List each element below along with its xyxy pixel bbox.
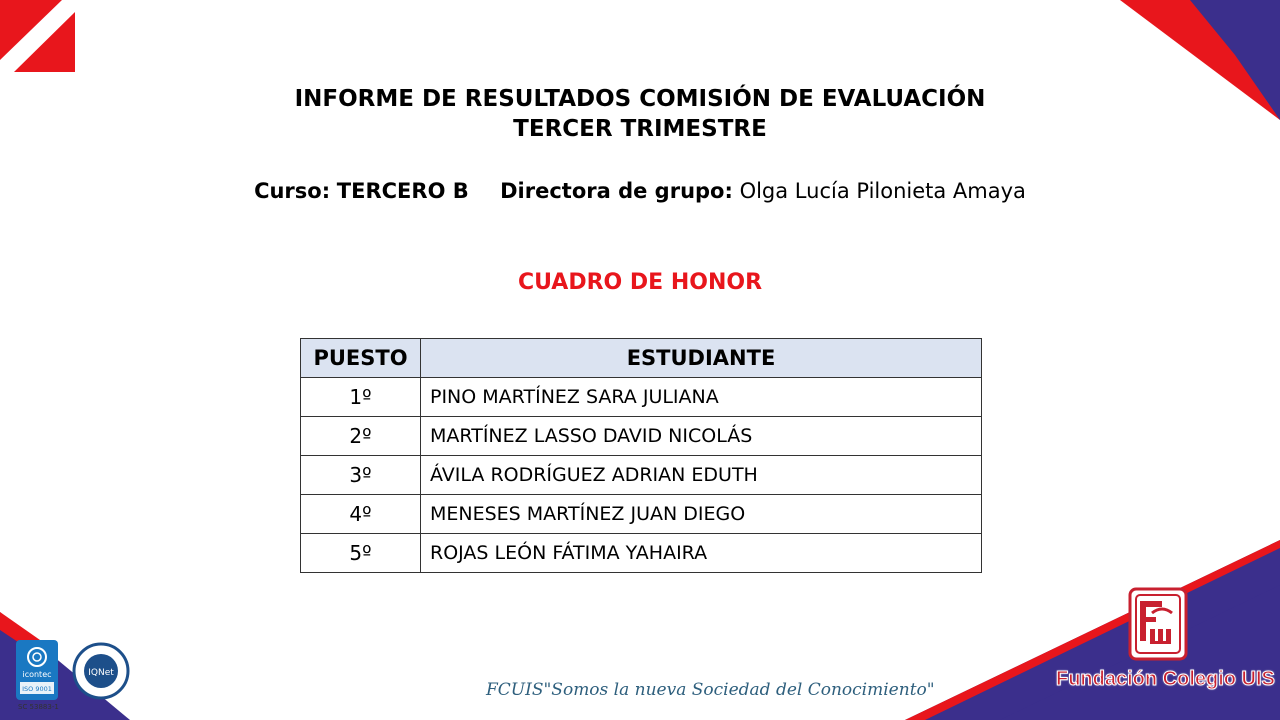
course-info [0, 179, 1280, 203]
table-row [301, 417, 982, 456]
svg-text:ISO 9001: ISO 9001 [22, 685, 52, 693]
row-student: MARTÍNEZ LASSO DAVID NICOLÁS [421, 417, 982, 456]
table-row [301, 495, 982, 534]
table-row [301, 456, 982, 495]
fcuis-logo-icon [1126, 587, 1192, 663]
row-position: 4º [301, 495, 421, 534]
svg-text:IQNet: IQNet [88, 668, 114, 678]
director-value: Olga Lucía Pilonieta Amaya [739, 179, 1026, 203]
director-label: Directora de grupo: [500, 179, 733, 203]
honor-table [300, 338, 982, 573]
course-value: TERCERO B [336, 179, 469, 203]
row-student: PINO MARTÍNEZ SARA JULIANA [421, 378, 982, 417]
header-position: PUESTO [301, 339, 421, 378]
report-subtitle: TERCER TRIMESTRE [513, 116, 767, 142]
certification-icon [16, 640, 131, 702]
table-header-row [301, 339, 982, 378]
course-label: Curso: [254, 179, 331, 203]
row-student: ROJAS LEÓN FÁTIMA YAHAIRA [421, 534, 982, 573]
row-position: 1º [301, 378, 421, 417]
table-row [301, 534, 982, 573]
foundation-name: Fundación Colegio UIS [1056, 668, 1275, 690]
row-student: ÁVILA RODRÍGUEZ ADRIAN EDUTH [421, 456, 982, 495]
row-student: MENESES MARTÍNEZ JUAN DIEGO [421, 495, 982, 534]
honor-title: CUADRO DE HONOR [517, 270, 763, 295]
iso-code: SC 53883-1 [18, 703, 59, 711]
header-student: ESTUDIANTE [421, 339, 982, 378]
row-position: 5º [301, 534, 421, 573]
row-position: 2º [301, 417, 421, 456]
slogan: FCUIS"Somos la nueva Sociedad del Conocimiento" [486, 680, 935, 700]
report-title: INFORME DE RESULTADOS COMISIÓN DE EVALUACIÓN [294, 86, 986, 112]
row-position: 3º [301, 456, 421, 495]
table-row [301, 378, 982, 417]
svg-text:icontec: icontec [22, 670, 52, 679]
